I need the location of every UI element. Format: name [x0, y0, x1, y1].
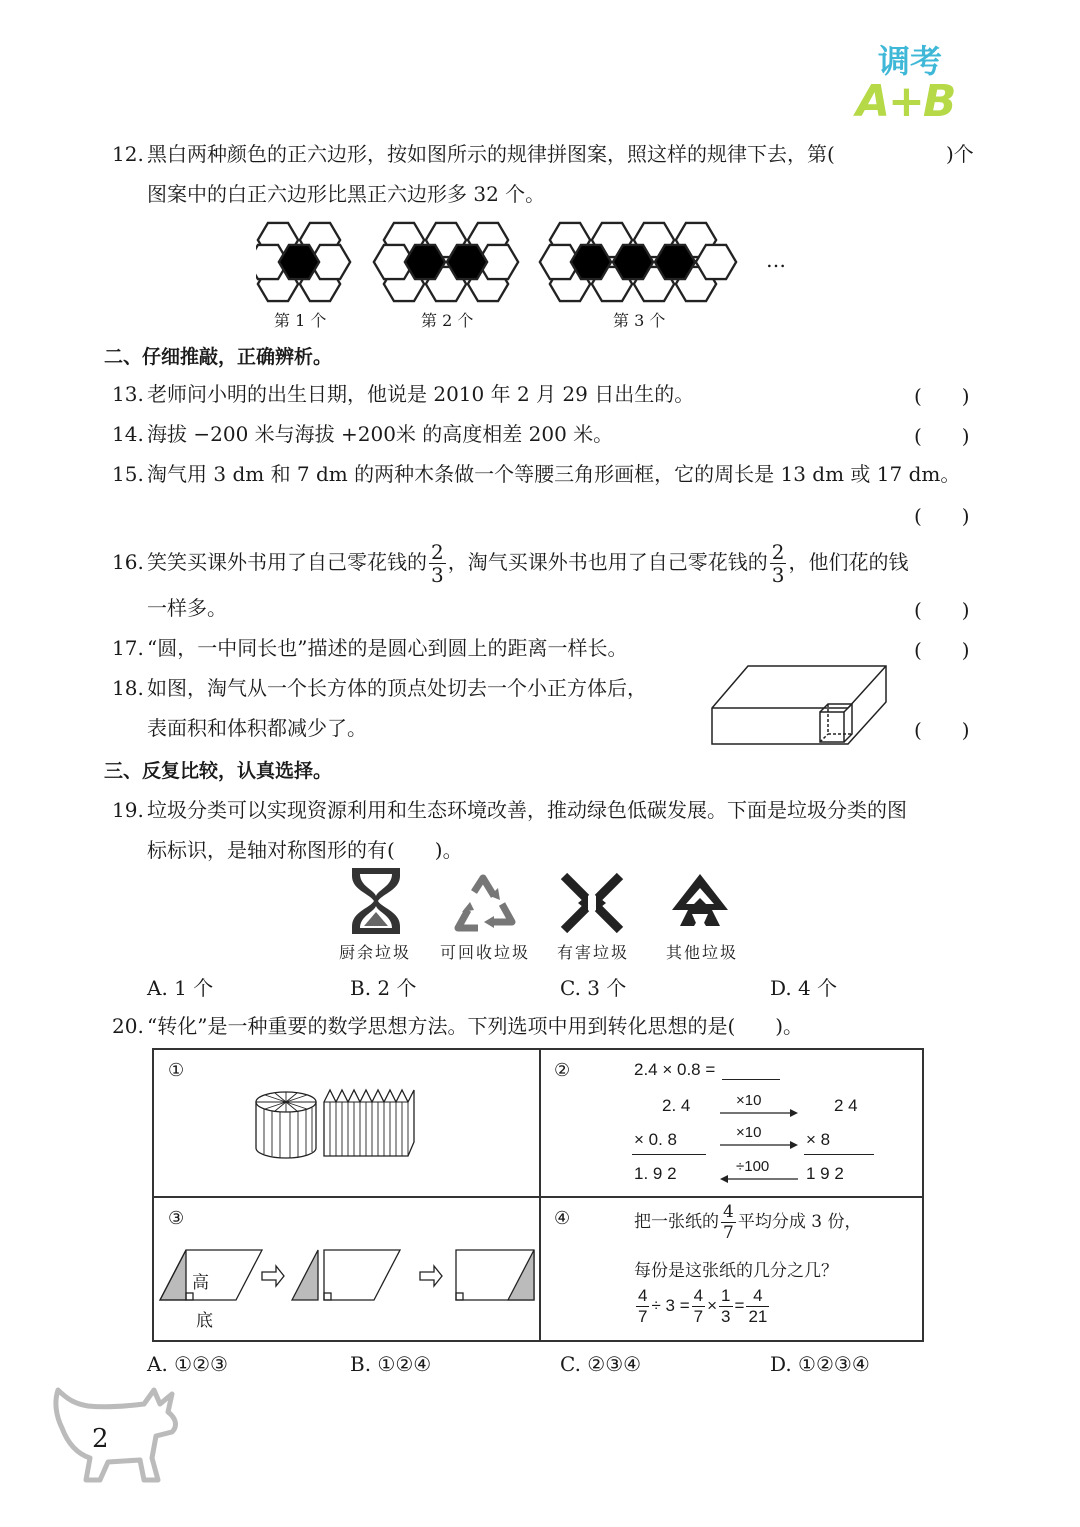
q20-option-b[interactable]: B. ①②④: [350, 1352, 432, 1376]
q18-number: 18.: [112, 676, 144, 700]
q12-number: 12.: [112, 142, 144, 166]
q18-answer-bracket[interactable]: ( ): [914, 718, 970, 742]
cylinder-transform-figure: [250, 1086, 420, 1160]
fraction-denominator: 21: [748, 1307, 768, 1326]
fraction-numerator: 2: [431, 540, 444, 564]
icon-label-recyclable: 可回收垃圾: [440, 943, 531, 962]
q12-text-a: 黑白两种颜色的正六边形，按如图所示的规律拼图案，照这样的规律下去，第(: [147, 142, 835, 166]
logo-line1: 调考: [878, 42, 943, 80]
q19-number: 19.: [112, 798, 144, 822]
fraction-numerator: 4: [693, 1286, 704, 1305]
q16-text-b: ，淘气买课外书也用了自己零花钱的: [447, 550, 768, 574]
height-label: 高: [192, 1273, 209, 1293]
q15-number: 15.: [112, 462, 144, 486]
fraction-denominator: 7: [723, 1223, 734, 1243]
c4-line1-a: 把一张纸的: [634, 1212, 719, 1232]
q19-text: 垃圾分类可以实现资源利用和生态环境改善，推动绿色低碳发展。下面是垃圾分类的图: [147, 798, 907, 822]
q16-fraction-2: [770, 541, 787, 586]
q19-option-c[interactable]: C. 3 个: [560, 976, 627, 1000]
cell-3-label: ③: [168, 1208, 185, 1229]
fraction-denominator: 3: [721, 1307, 731, 1326]
q13-answer-bracket[interactable]: ( ): [914, 384, 970, 408]
parallelogram-transform-figure: [158, 1246, 536, 1306]
arrow1-label: ×10: [736, 1092, 762, 1109]
fox-mascot-icon: [48, 1384, 184, 1484]
q17-number: 17.: [112, 636, 144, 660]
formula-frac-4: [746, 1286, 769, 1327]
cell-4-label: ④: [554, 1208, 571, 1229]
cell-1-label: ①: [168, 1060, 185, 1081]
left-arrow-icon: [720, 1174, 798, 1184]
hazardous-waste-icon: [558, 870, 626, 936]
q20-option-a[interactable]: A. ①②③: [147, 1352, 228, 1376]
table-divider-vertical: [539, 1050, 541, 1340]
page-number: 2: [92, 1424, 109, 1454]
fraction-denominator: 7: [638, 1307, 648, 1326]
calc-left-row3: 1. 9 2: [634, 1164, 677, 1183]
q20-text: “转化”是一种重要的数学思想方法。下列选项中用到转化思想的是( )。: [147, 1014, 804, 1038]
q20-option-c[interactable]: C. ②③④: [560, 1352, 642, 1376]
section2-title: 二、仔细推敲，正确辨析。: [104, 346, 333, 368]
calc-right-row2: × 8: [806, 1130, 831, 1149]
logo: [852, 36, 982, 132]
formula-equals: =: [734, 1295, 745, 1315]
table-divider-horizontal: [154, 1196, 922, 1198]
q12-caption-3: 第 3 个: [613, 311, 666, 330]
fraction-numerator: 4: [638, 1286, 648, 1305]
other-waste-icon: [668, 872, 732, 938]
q15-answer-bracket[interactable]: ( ): [914, 504, 970, 528]
q13-number: 13.: [112, 382, 144, 406]
icon-label-kitchen: 厨余垃圾: [339, 943, 412, 962]
q16-line1: [147, 534, 908, 590]
q14-number: 14.: [112, 422, 144, 446]
arrow2-label: ×10: [736, 1124, 762, 1141]
formula-frac-1: [636, 1286, 649, 1327]
cuboid-cut-figure: [708, 662, 890, 746]
q19-option-b[interactable]: B. 2 个: [350, 976, 417, 1000]
q16-line2: 一样多。: [147, 596, 227, 620]
fraction-denominator: 3: [771, 563, 785, 587]
q19-option-d[interactable]: D. 4 个: [770, 976, 838, 1000]
formula-divide: ÷ 3 =: [651, 1295, 690, 1315]
fraction-numerator: 4: [746, 1286, 769, 1307]
cell-2-label: ②: [554, 1060, 571, 1081]
icon-label-other: 其他垃圾: [666, 943, 739, 962]
q20-number: 20.: [112, 1014, 144, 1038]
base-label: 底: [196, 1311, 213, 1331]
q12-caption-2: 第 2 个: [421, 311, 474, 330]
right-arrow-icon: [720, 1140, 798, 1150]
calc-right-row1: 2 4: [834, 1096, 858, 1115]
q17-answer-bracket[interactable]: ( ): [914, 638, 970, 662]
c4-formula: [634, 1286, 771, 1327]
c4-line1-b: 平均分成 3 份，: [737, 1212, 862, 1232]
q12-text-b: )个: [946, 142, 974, 166]
calc-answer-blank: [722, 1079, 780, 1080]
q16-number: 16.: [112, 550, 144, 574]
q14-answer-bracket[interactable]: ( ): [914, 424, 970, 448]
q14-text: 海拔 −200 米与海拔 +200米 的高度相差 200 米。: [147, 422, 614, 446]
hexagon-figure: [256, 218, 816, 308]
c4-line1: [634, 1202, 861, 1243]
formula-frac-2: [692, 1286, 705, 1327]
fraction-numerator: 1: [721, 1286, 731, 1305]
c4-line2: 每份是这张纸的几分之几？: [634, 1261, 838, 1281]
q19-line2: 标标识，是轴对称图形的有( )。: [147, 838, 463, 862]
q12-line2: 图案中的白正六边形比黑正六边形多 32 个。: [147, 182, 546, 206]
q12-caption-1: 第 1 个: [274, 311, 327, 330]
c4-frac-4-7: [721, 1202, 736, 1243]
section3-title: 三、反复比较，认真选择。: [104, 760, 333, 782]
calc-right-rule: [804, 1154, 874, 1155]
q16-text-c: ，他们花的钱: [788, 550, 909, 574]
calc-right-row3: 1 9 2: [806, 1164, 844, 1183]
q20-options-table: [152, 1048, 924, 1342]
formula-frac-3: [719, 1286, 732, 1327]
q20-option-d[interactable]: D. ①②③④: [770, 1352, 870, 1376]
q18-line2: 表面积和体积都减少了。: [147, 716, 367, 740]
q17-text: “圆，一中同长也”描述的是圆心到圆上的距离一样长。: [147, 636, 628, 660]
formula-times: ×: [707, 1295, 718, 1315]
q16-answer-bracket[interactable]: ( ): [914, 598, 970, 622]
calc-equation: 2.4 × 0.8 =: [634, 1060, 716, 1079]
q18-text: 如图，淘气从一个长方体的顶点处切去一个小正方体后，: [147, 676, 647, 700]
q16-text-a: 笑笑买课外书用了自己零花钱的: [147, 550, 427, 574]
fraction-numerator: 4: [723, 1202, 734, 1222]
logo-line2: A+B: [856, 76, 955, 127]
fraction-denominator: 3: [431, 563, 444, 587]
icon-label-hazardous: 有害垃圾: [557, 943, 630, 962]
recyclable-waste-icon: [452, 874, 518, 936]
q16-fraction-1: [429, 541, 446, 586]
calc-left-row1: 2. 4: [662, 1096, 691, 1115]
fraction-numerator: 2: [771, 540, 785, 564]
q19-option-a[interactable]: A. 1 个: [147, 976, 214, 1000]
arrow3-label: ÷100: [736, 1158, 770, 1175]
q12-ellipsis: …: [766, 248, 786, 272]
q15-text: 淘气用 3 dm 和 7 dm 的两种木条做一个等腰三角形画框，它的周长是 13 dm 或 17 dm。: [147, 462, 961, 486]
calc-left-rule: [632, 1154, 706, 1155]
right-arrow-icon: [720, 1108, 798, 1118]
kitchen-waste-icon: [348, 866, 404, 936]
q13-text: 老师问小明的出生日期，他说是 2010 年 2 月 29 日出生的。: [147, 382, 695, 406]
calc-left-row2: × 0. 8: [634, 1130, 678, 1149]
fraction-denominator: 7: [693, 1307, 704, 1326]
